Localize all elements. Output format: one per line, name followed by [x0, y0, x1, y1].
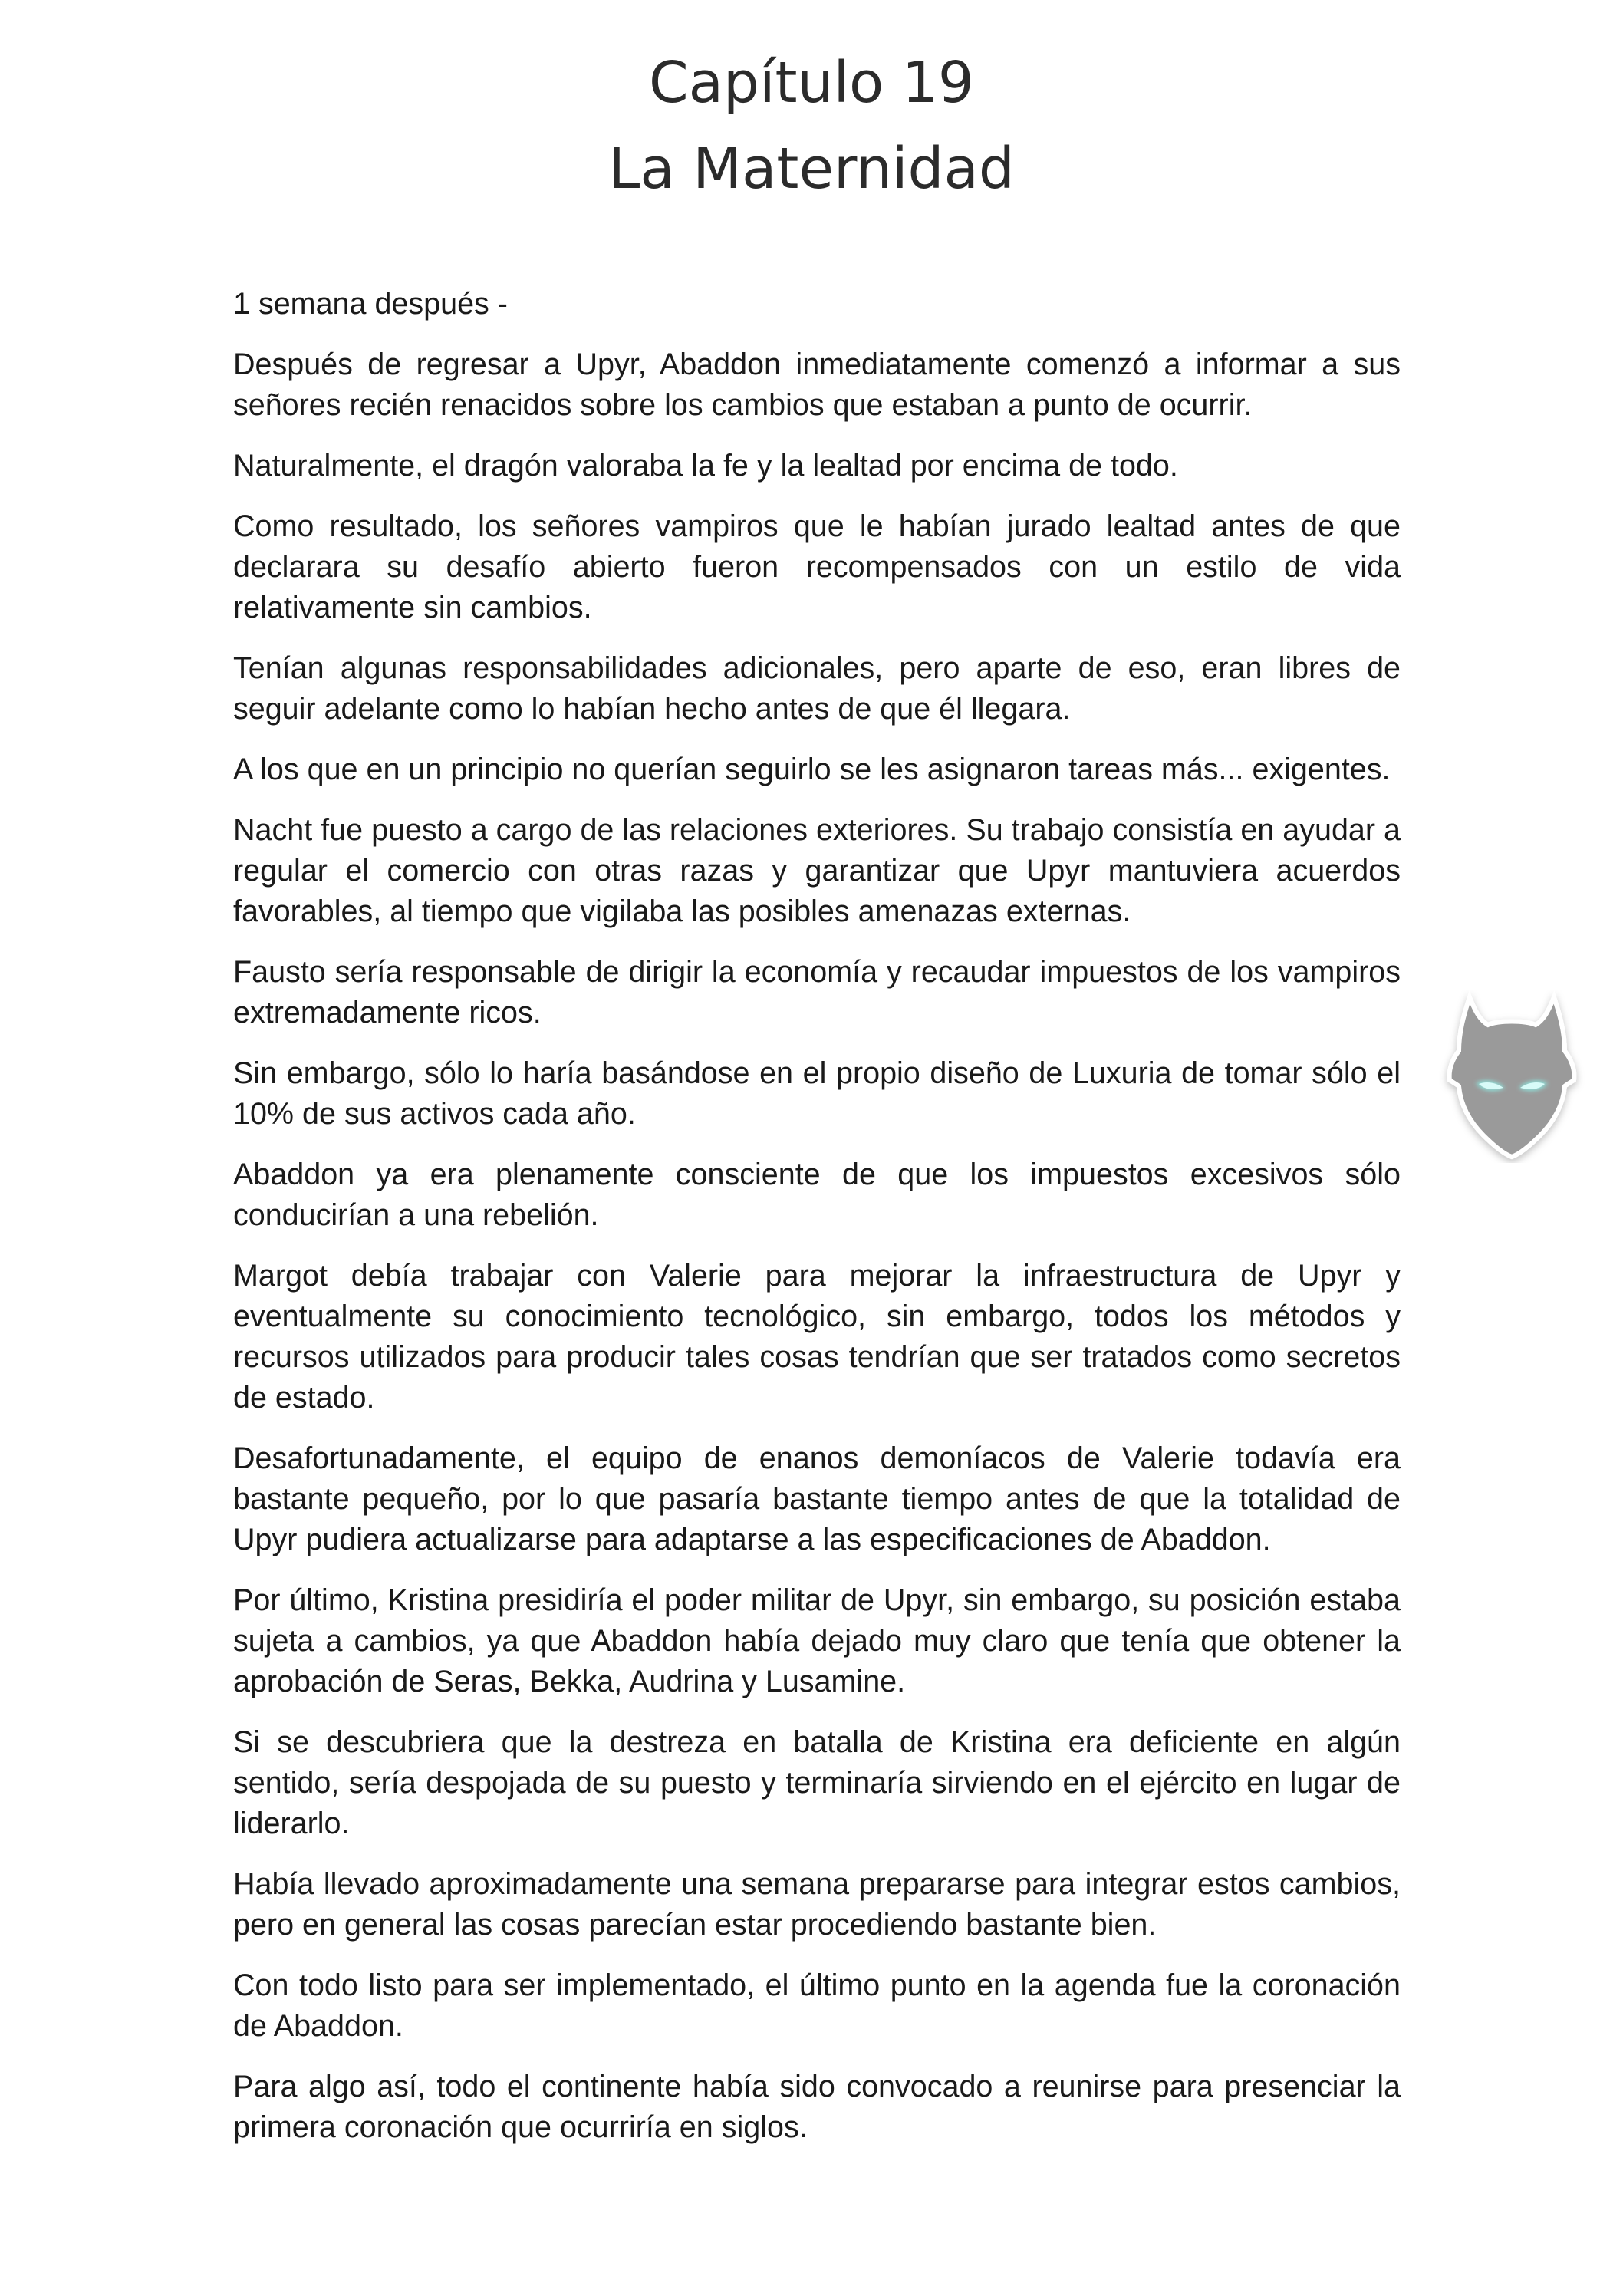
paragraph: Como resultado, los señores vampiros que le habían jurado lealtad antes de que declarara su desafío abierto fueron recompensados con un estilo de vida relativamente sin cambios.: [233, 509, 1401, 624]
paragraph: Nacht fue puesto a cargo de las relaciones exteriores. Su trabajo consistía en ayudar a regular el comercio con otras razas y garantizar que Upyr mantuviera acuerdos favorables, al tiempo que vigilaba las posibles amenazas externas.: [233, 813, 1401, 928]
paragraph: Abaddon ya era plenamente consciente de que los impuestos excesivos sólo conducirían a una rebelión.: [233, 1158, 1401, 1232]
paragraph: Por último, Kristina presidiría el poder militar de Upyr, sin embargo, su posición estaba sujeta a cambios, ya que Abaddon había dejado muy claro que tenía que obtener la aprobación de Seras, Bekka, Audrina y Lusamine.: [233, 1583, 1401, 1698]
paragraph: Había llevado aproximadamente una semana prepararse para integrar estos cambios, pero en general las cosas parecían estar procediendo bastante bien.: [233, 1867, 1401, 1942]
paragraph: Después de regresar a Upyr, Abaddon inmediatamente comenzó a informar a sus señores recién renacidos sobre los cambios que estaban a punto de ocurrir.: [233, 348, 1401, 422]
paragraph: Con todo listo para ser implementado, el último punto en la agenda fue la coronación de Abaddon.: [233, 1968, 1401, 2043]
chapter-body: [233, 284, 1401, 2168]
paragraph: Naturalmente, el dragón valoraba la fe y la lealtad por encima de todo.: [233, 449, 1178, 483]
chapter-number: Capítulo 19: [649, 50, 974, 116]
chapter-title: La Maternidad: [608, 136, 1015, 202]
paragraph: A los que en un principio no querían seguirlo se les asignaron tareas más... exigentes.: [233, 753, 1391, 786]
paragraph: 1 semana después -: [233, 287, 508, 321]
chapter-heading: [0, 40, 1623, 212]
paragraph: Margot debía trabajar con Valerie para mejorar la infraestructura de Upyr y eventualmente su conocimiento tecnológico, sin embargo, todos los métodos y recursos utilizados para producir tales cosas tendrían que ser tratados como secretos de estado.: [233, 1259, 1401, 1415]
paragraph: Sin embargo, sólo lo haría basándose en el propio diseño de Luxuria de tomar sólo el 10% de sus activos cada año.: [233, 1056, 1401, 1131]
paragraph: Si se descubriera que la destreza en batalla de Kristina era deficiente en algún sentido, sería despojada de su puesto y terminaría sirviendo en el ejército en lugar de liderarlo.: [233, 1725, 1401, 1840]
demon-head-icon: [1439, 990, 1585, 1163]
paragraph: Tenían algunas responsabilidades adicionales, pero aparte de eso, eran libres de seguir adelante como lo habían hecho antes de que él llegara.: [233, 651, 1401, 726]
paragraph: Fausto sería responsable de dirigir la economía y recaudar impuestos de los vampiros extremadamente ricos.: [233, 955, 1401, 1029]
paragraph: Desafortunadamente, el equipo de enanos demoníacos de Valerie todavía era bastante pequeño, por lo que pasaría bastante tiempo antes de que la totalidad de Upyr pudiera actualizarse para adaptarse a las especificaciones de Abaddon.: [233, 1441, 1401, 1556]
paragraph: Para algo así, todo el continente había sido convocado a reunirse para presenciar la primera coronación que ocurriría en siglos.: [233, 2070, 1401, 2144]
